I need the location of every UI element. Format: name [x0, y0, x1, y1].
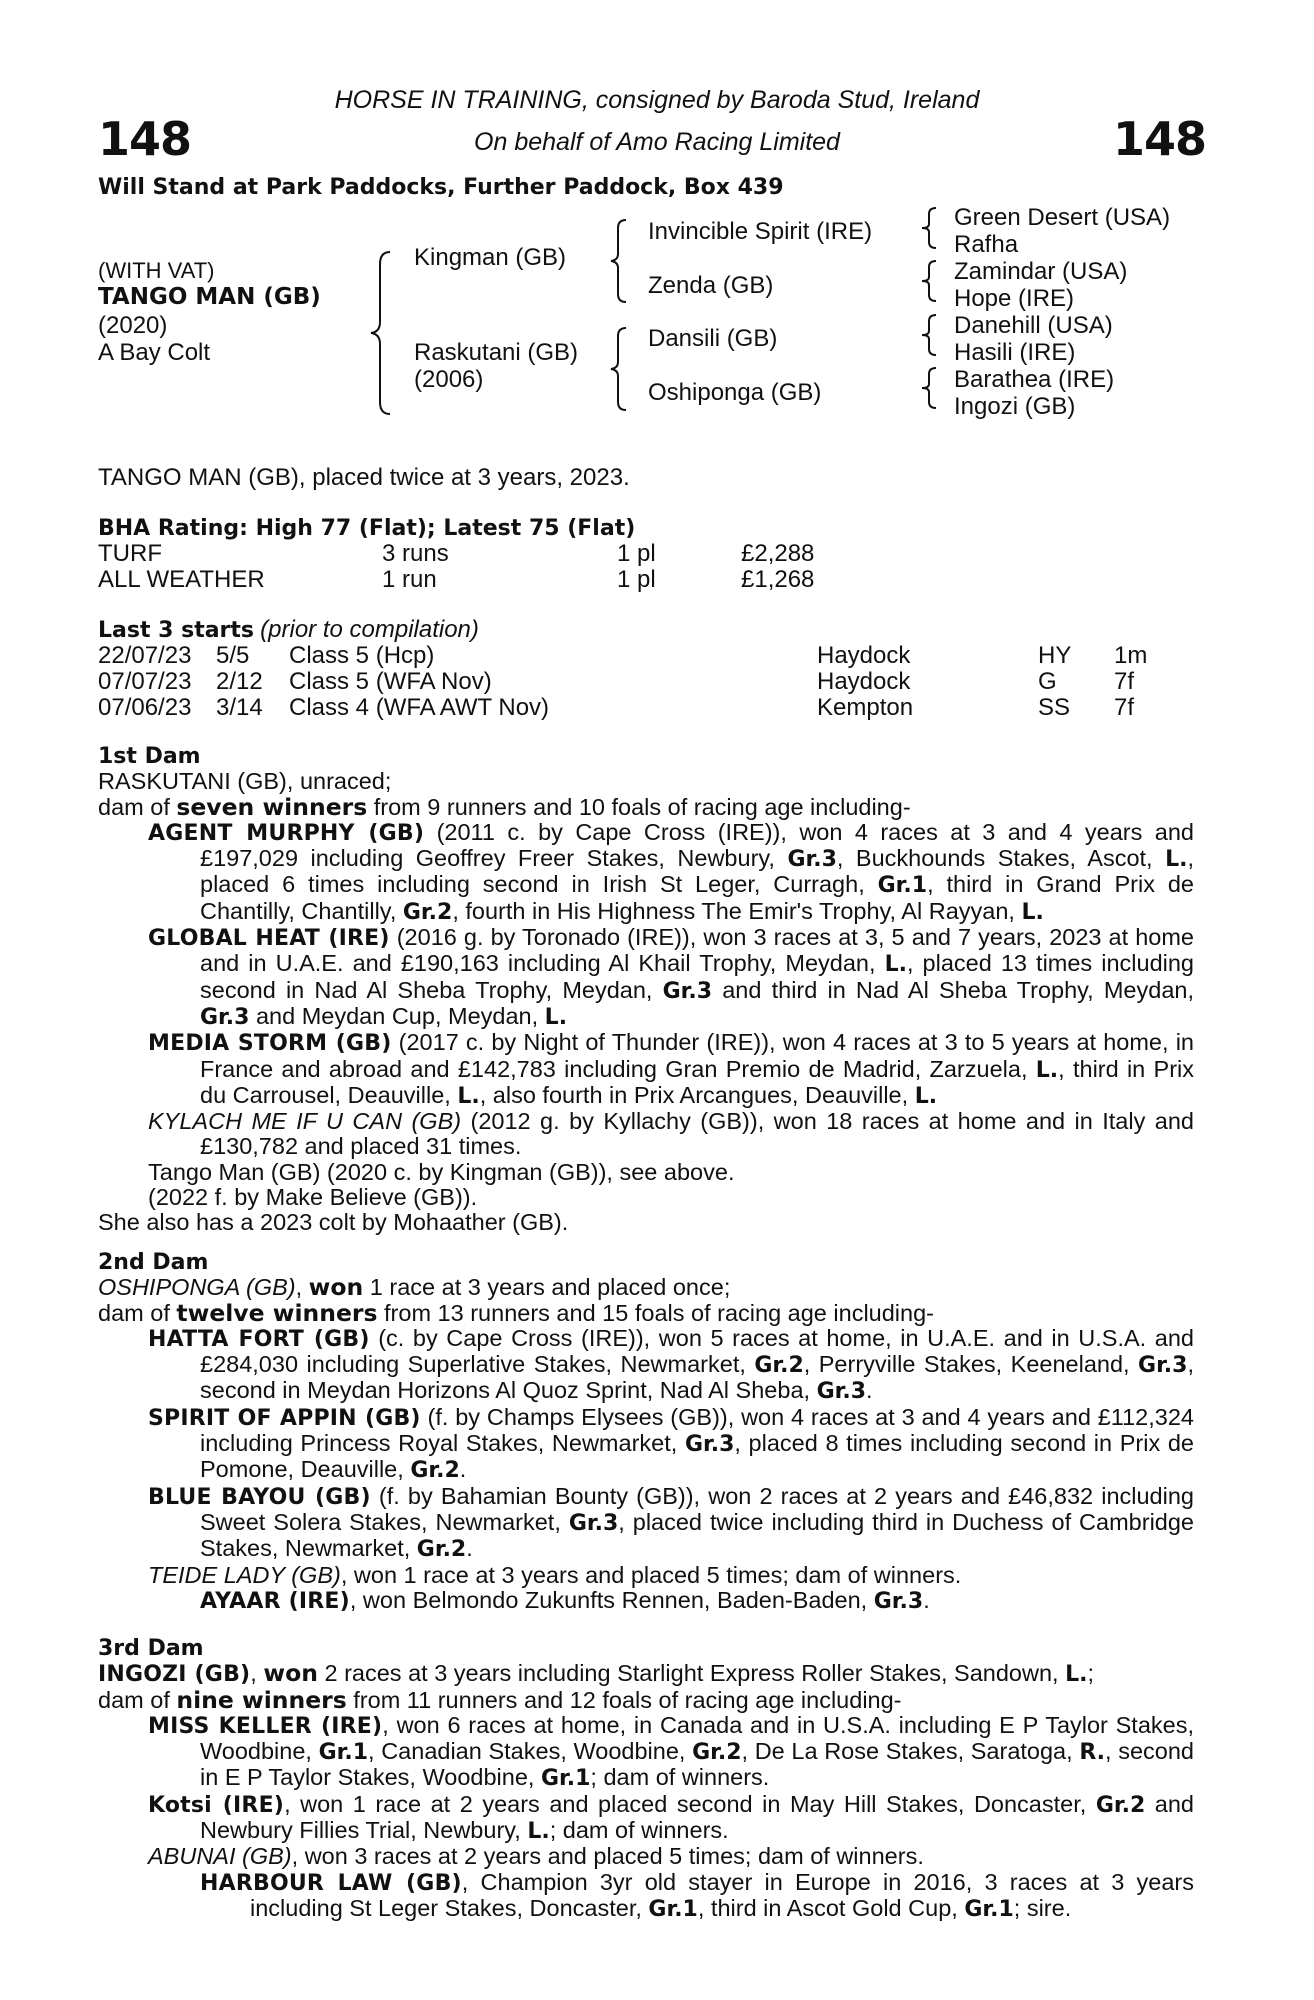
start-date: 07/07/23: [98, 668, 192, 695]
start-race: Class 5 (Hcp): [289, 642, 435, 669]
start-course: Haydock: [817, 668, 911, 695]
start-distance: 1m: [1114, 642, 1148, 669]
rating-runs: 3 runs: [382, 540, 449, 567]
start-going: SS: [1038, 694, 1071, 721]
progeny-entry: ABUNAI (GB), won 3 races at 2 years and placed 5 times; dam of winners.: [148, 1843, 924, 1870]
start-course: Haydock: [817, 642, 911, 669]
progeny-entry: HATTA FORT (GB) (c. by Cape Cross (IRE)), won 5 races at home, in U.A.E. and in U.S.A. and £284,030 including Superlative Stakes, Newmarket, Gr.2, Perryville Stakes, Keeneland, Gr.3, second in Meydan Horizons Al Quoz Sprint, Nad Al Sheba, Gr.3.: [148, 1324, 1194, 1405]
progeny-entry: MISS KELLER (IRE), won 6 races at home, in Canada and in U.S.A. including E P Taylor Stakes, Woodbine, Gr.1, Canadian Stakes, Woodbine, Gr.2, De La Rose Stakes, Saratoga, R., second in E P Taylor Stakes, Woodbine, Gr.1; dam of winners.: [148, 1711, 1195, 1792]
sire: Kingman (GB): [414, 244, 567, 271]
pedigree-brace-dam: [608, 324, 632, 414]
first-dam-produce: dam of seven winners from 9 runners and 10 foals of racing age including-: [98, 792, 911, 821]
ggp-7: Barathea (IRE): [954, 366, 1115, 393]
progeny-entry: Tango Man (GB) (2020 c. by Kingman (GB)), see above.: [148, 1158, 735, 1185]
start-distance: 7f: [1114, 694, 1135, 721]
progeny-entry: HARBOUR LAW (GB), Champion 3yr old stayer in Europe in 2016, 3 races at 3 years including St Leger Stakes, Doncaster, Gr.1, third in Ascot Gold Cup, Gr.1; sire.: [200, 1868, 1194, 1922]
lot-number-right: 148: [1113, 112, 1207, 166]
progeny-entry: Kotsi (IRE), won 1 race at 2 years and placed second in May Hill Stakes, Doncaster, Gr.2 and Newbury Fillies Trial, Newbury, L.; dam of winners.: [148, 1790, 1194, 1845]
dam-year: (2006): [414, 366, 484, 393]
pedigree-brace-sire: [608, 216, 632, 306]
progeny-entry: MEDIA STORM (GB) (2017 c. by Night of Thunder (IRE)), won 4 races at 3 to 5 years at home, in France and abroad and £142,783 including Gran Premio de Madrid, Zarzuela, L., third in Prix du Carrousel, Deauville, L., also fourth in Prix Arcangues, Deauville, L.: [148, 1029, 1195, 1109]
rating-runs: 1 run: [382, 566, 437, 593]
progeny-entry: SPIRIT OF APPIN (GB) (f. by Champs Elysees (GB)), won 4 races at 3 and 4 years and £112,324 including Princess Royal Stakes, Newmarket, Gr.3, placed 8 times including second in Prix de Pomone, Deauville, Gr.2.: [148, 1403, 1194, 1484]
third-dam-produce: dam of nine winners from 11 runners and 12 foals of racing age including-: [98, 1685, 902, 1714]
pedigree-brace-sd: [918, 258, 942, 304]
rating-prize: £2,288: [741, 540, 815, 567]
progeny-entry: AYAAR (IRE), won Belmondo Zukunfts Rennen, Baden-Baden, Gr.3.: [200, 1586, 930, 1614]
pedigree-brace-main: [368, 248, 398, 418]
lot-number-left: 148: [98, 112, 192, 166]
pedigree-brace-dd: [918, 365, 942, 411]
horse-year: (2020): [98, 312, 168, 339]
progeny-entry: AGENT MURPHY (GB) (2011 c. by Cape Cross (IRE)), won 4 races at 3 and 4 years and £197,029 including Geoffrey Freer Stakes, Newbury, Gr.3, Buckhounds Stakes, Ascot, L., placed 6 times including second in Irish St Leger, Curragh, Gr.1, third in Grand Prix de Chantilly, Chantilly, Gr.2, fourth in His Highness The Emir's Trophy, Al Rayyan, L.: [148, 818, 1194, 925]
rating-surface: TURF: [98, 540, 162, 567]
first-dam-title: 1st Dam: [98, 744, 201, 769]
second-dam-title: 2nd Dam: [98, 1250, 209, 1275]
vat-note: (WITH VAT): [98, 258, 215, 283]
third-dam-section: [98, 1636, 1194, 1922]
ggp-2: Rafha: [954, 231, 1019, 258]
sire-sire: Invincible Spirit (IRE): [648, 218, 873, 245]
third-dam-title: 3rd Dam: [98, 1636, 204, 1661]
behalf-line: On behalf of Amo Racing Limited: [474, 128, 840, 156]
horse-name: TANGO MAN (GB): [98, 284, 321, 310]
start-pos: 5/5: [216, 642, 250, 669]
consignor-line: HORSE IN TRAINING, consigned by Baroda Stud, Ireland: [334, 86, 980, 114]
rating-surface: ALL WEATHER: [98, 566, 265, 593]
horse-description: A Bay Colt: [98, 339, 211, 366]
start-pos: 2/12: [216, 668, 263, 695]
first-dam-footnote: She also has a 2023 colt by Mohaather (GB).: [98, 1209, 569, 1236]
progeny-entry: (2022 f. by Make Believe (GB)).: [148, 1184, 478, 1211]
second-dam-name: OSHIPONGA (GB), won 1 race at 3 years and placed once;: [98, 1273, 731, 1302]
second-dam-produce: dam of twelve winners from 13 runners and 15 foals of racing age including-: [98, 1298, 934, 1327]
dam-dam: Oshiponga (GB): [648, 379, 822, 406]
first-dam-name: RASKUTANI (GB), unraced;: [98, 768, 392, 795]
first-dam-section: [98, 744, 1194, 1236]
start-race: Class 5 (WFA Nov): [289, 668, 492, 695]
ggp-1: Green Desert (USA): [954, 204, 1171, 231]
third-dam-name: INGOZI (GB), won 2 races at 3 years including Starlight Express Roller Stakes, Sandown, L.;: [98, 1659, 1095, 1688]
progeny-entry: TEIDE LADY (GB), won 1 race at 3 years and placed 5 times; dam of winners.: [148, 1561, 962, 1588]
progeny-entry: BLUE BAYOU (GB) (f. by Bahamian Bounty (GB)), won 2 races at 2 years and £46,832 including Sweet Solera Stakes, Newmarket, Gr.3, placed twice including third in Duchess of Cambridge Stakes, Newmarket, Gr.2.: [148, 1482, 1195, 1563]
ggp-6: Hasili (IRE): [954, 339, 1076, 366]
progeny-entry: KYLACH ME IF U CAN (GB) (2012 g. by Kyllachy (GB)), won 18 races at home and in Italy and £130,782 and placed 31 times.: [148, 1108, 1194, 1160]
start-pos: 3/14: [216, 694, 263, 721]
start-date: 22/07/23: [98, 642, 192, 669]
dam: Raskutani (GB): [414, 339, 579, 366]
start-race: Class 4 (WFA AWT Nov): [289, 694, 550, 721]
progeny-entry: GLOBAL HEAT (IRE) (2016 g. by Toronado (IRE)), won 3 races at 3, 5 and 7 years, 2023 at home and in U.A.E. and £190,163 including Al Khail Trophy, Meydan, L., placed 13 times including second in Nad Al Sheba Trophy, Meydan, Gr.3 and third in Nad Al Sheba Trophy, Meydan, Gr.3 and Meydan Cup, Meydan, L.: [148, 924, 1194, 1030]
pedigree-brace-ss: [918, 205, 942, 251]
bha-rating: BHA Rating: High 77 (Flat); Latest 75 (Flat): [98, 516, 636, 541]
ggp-5: Danehill (USA): [954, 312, 1113, 339]
rating-placed: 1 pl: [617, 566, 656, 593]
dam-sire: Dansili (GB): [648, 325, 778, 352]
pedigree-brace-ds: [918, 312, 942, 358]
last-starts-note: (prior to compilation): [260, 616, 479, 643]
rating-prize: £1,268: [741, 566, 815, 593]
rating-placed: 1 pl: [617, 540, 656, 567]
start-going: HY: [1038, 642, 1072, 669]
last-starts-heading: [98, 616, 479, 644]
ggp-8: Ingozi (GB): [954, 393, 1076, 420]
ggp-4: Hope (IRE): [954, 285, 1075, 312]
horse-summary: TANGO MAN (GB), placed twice at 3 years, 2023.: [98, 464, 630, 491]
sire-dam: Zenda (GB): [648, 272, 774, 299]
start-distance: 7f: [1114, 668, 1135, 695]
ggp-3: Zamindar (USA): [954, 258, 1128, 285]
stand-location: Will Stand at Park Paddocks, Further Paddock, Box 439: [98, 175, 784, 200]
start-going: G: [1038, 668, 1057, 695]
last-starts-title: Last 3 starts: [98, 618, 255, 643]
start-course: Kempton: [817, 694, 914, 721]
start-date: 07/06/23: [98, 694, 192, 721]
second-dam-section: [98, 1250, 1194, 1614]
